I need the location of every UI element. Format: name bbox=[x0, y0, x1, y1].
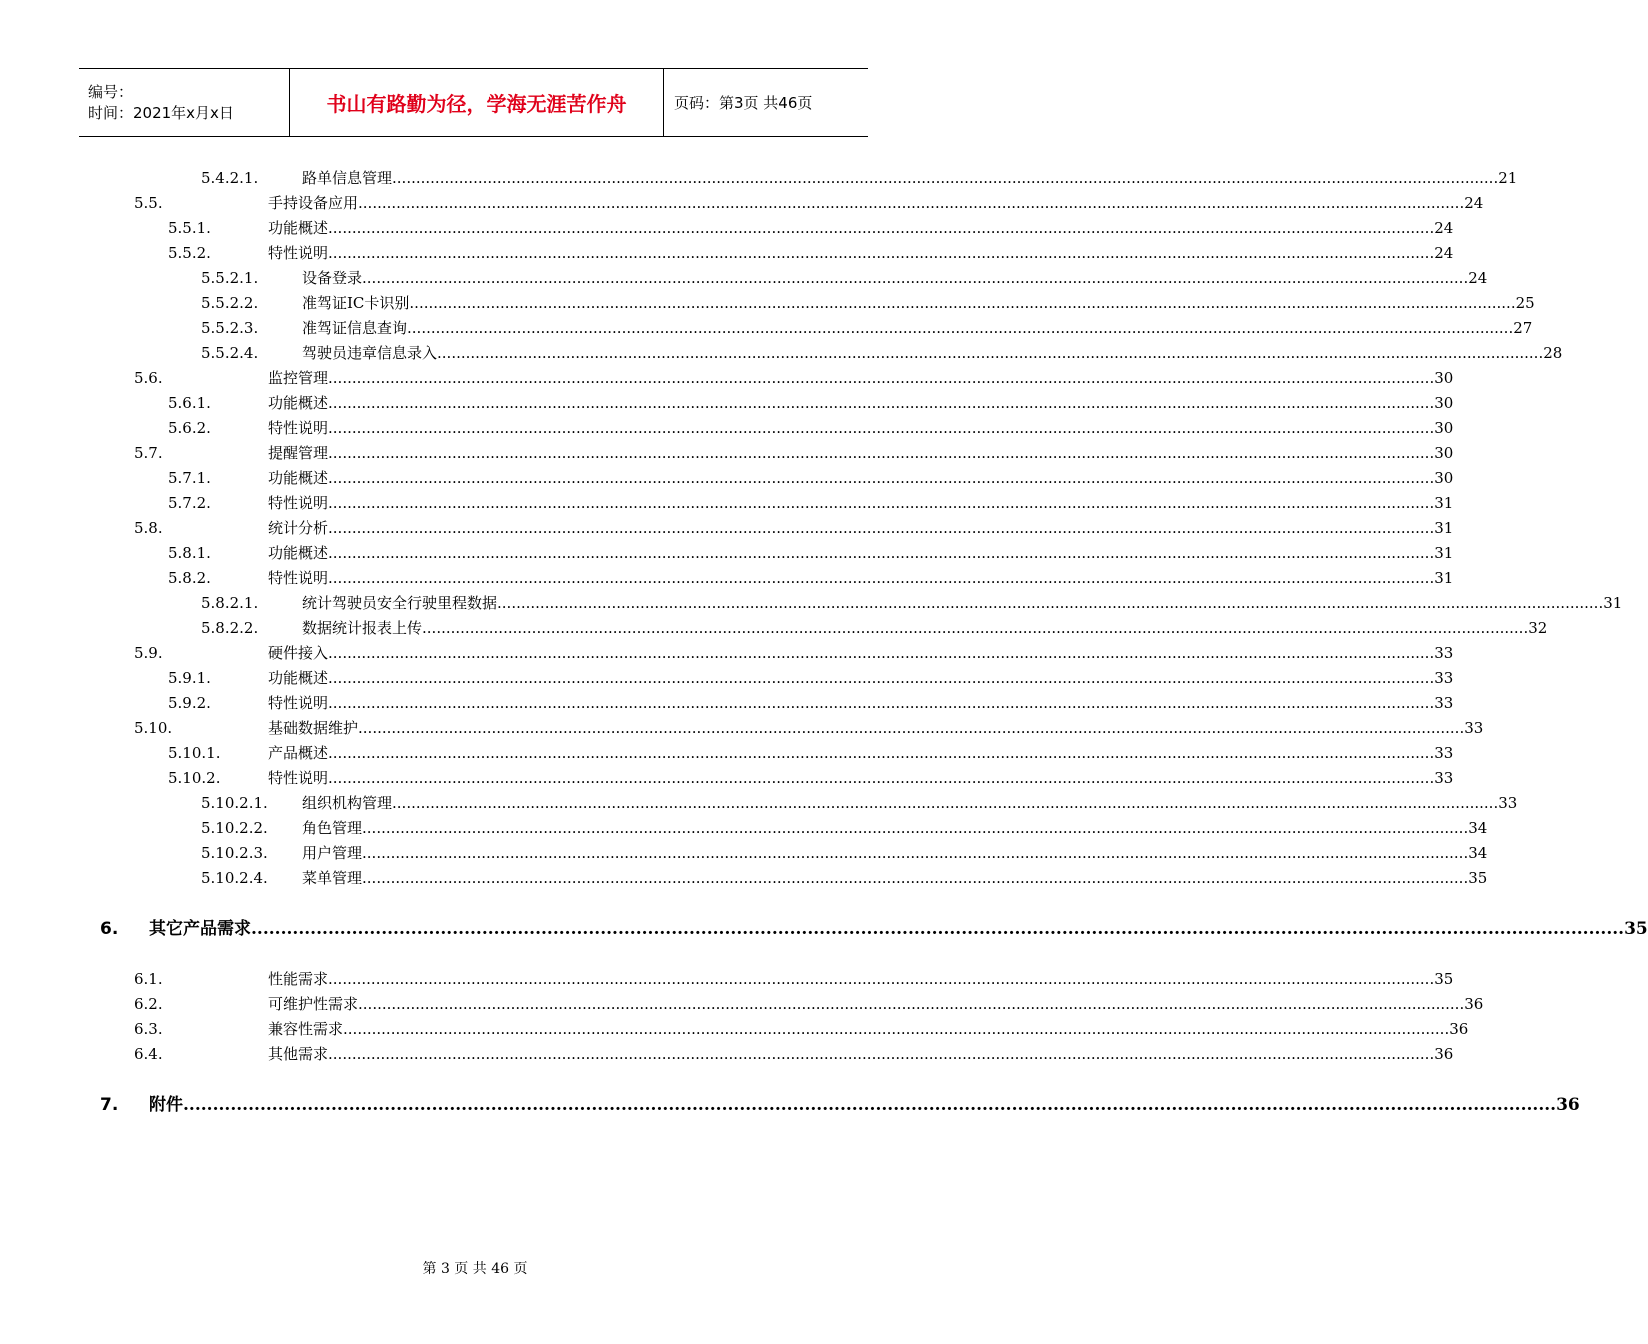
toc-entry-title: 特性说明 bbox=[268, 244, 329, 262]
toc-entry-page: 24 bbox=[1434, 219, 1454, 237]
toc-entry-number: 5.5.1. bbox=[168, 219, 211, 237]
toc-entry[interactable] bbox=[0, 716, 1484, 741]
toc-entry-number: 5.8. bbox=[134, 519, 163, 537]
toc-entry-title: 数据统计报表上传 bbox=[302, 619, 423, 637]
toc-entry-number: 5.9.1. bbox=[168, 669, 211, 687]
toc-dot-leader bbox=[328, 216, 1434, 241]
toc-entry-title: 基础数据维护 bbox=[268, 719, 359, 737]
toc-entry-number: 5.5. bbox=[134, 194, 163, 212]
toc-entry[interactable] bbox=[0, 191, 1484, 216]
toc-entry-page: 31 bbox=[1603, 594, 1623, 612]
toc-entry-title: 特性说明 bbox=[268, 769, 329, 787]
toc-dot-leader bbox=[422, 616, 1528, 641]
toc-entry-page: 34 bbox=[1468, 844, 1488, 862]
toc-entry-page: 35 bbox=[1434, 970, 1454, 988]
toc-entry[interactable] bbox=[0, 216, 1454, 241]
toc-entry-title: 硬件接入 bbox=[268, 644, 329, 662]
toc-entry-number: 5.6.2. bbox=[168, 419, 211, 437]
toc-entry-page: 31 bbox=[1434, 544, 1454, 562]
toc-entry-title: 性能需求 bbox=[268, 970, 329, 988]
toc-entry-page: 33 bbox=[1434, 769, 1454, 787]
toc-entry-number: 5.7. bbox=[134, 444, 163, 462]
toc-entry-page: 33 bbox=[1434, 644, 1454, 662]
toc-entry-page: 36 bbox=[1449, 1020, 1469, 1038]
toc-entry-number: 5.4.2.1. bbox=[201, 169, 259, 187]
header-page-info bbox=[664, 69, 812, 136]
toc-entry-title: 功能概述 bbox=[268, 544, 329, 562]
toc-dot-leader bbox=[362, 841, 1468, 866]
toc-entry-title: 设备登录 bbox=[302, 269, 363, 287]
toc-entry[interactable] bbox=[0, 866, 1488, 891]
toc-entry-title: 特性说明 bbox=[268, 694, 329, 712]
section-gap bbox=[0, 891, 950, 903]
toc-dot-leader bbox=[328, 516, 1434, 541]
toc-entry-title: 提醒管理 bbox=[268, 444, 329, 462]
toc-entry-page: 31 bbox=[1434, 494, 1454, 512]
toc-entry-page: 33 bbox=[1434, 694, 1454, 712]
toc-entry-number: 7. bbox=[100, 1095, 119, 1115]
toc-dot-leader bbox=[407, 316, 1513, 341]
toc-entry-page: 27 bbox=[1513, 319, 1533, 337]
toc-entry[interactable] bbox=[0, 416, 1454, 441]
header-motto-text: 书山有路勤为径，学海无涯苦作舟 bbox=[326, 92, 627, 116]
section-gap bbox=[0, 955, 950, 967]
toc-entry-title: 角色管理 bbox=[302, 819, 363, 837]
toc-dot-leader bbox=[328, 566, 1434, 591]
toc-entry-number: 5.6. bbox=[134, 369, 163, 387]
toc-entry-page: 36 bbox=[1556, 1095, 1580, 1115]
footer-page-number: 第 3 页 共 46 页 bbox=[422, 1261, 528, 1277]
toc-entry-number: 5.9. bbox=[134, 644, 163, 662]
toc-entry-page: 33 bbox=[1498, 794, 1518, 812]
toc-entry[interactable] bbox=[0, 791, 1518, 816]
toc-dot-leader bbox=[437, 341, 1543, 366]
toc-entry[interactable] bbox=[0, 641, 1454, 666]
header-date-label: 时间：2021年x月x日 bbox=[88, 103, 234, 122]
toc-entry-number: 5.8.2. bbox=[168, 569, 211, 587]
header-code-label: 编号： bbox=[88, 82, 134, 101]
toc-dot-leader bbox=[392, 791, 1498, 816]
toc-chapter-entry[interactable] bbox=[0, 903, 1648, 955]
toc-entry[interactable] bbox=[0, 566, 1454, 591]
toc-dot-leader bbox=[251, 903, 1624, 955]
toc-entry-page: 35 bbox=[1624, 919, 1648, 939]
toc-entry[interactable] bbox=[0, 1042, 1454, 1067]
toc-entry[interactable] bbox=[0, 967, 1454, 992]
header-meta bbox=[79, 69, 290, 136]
toc-entry[interactable] bbox=[0, 241, 1454, 266]
toc-entry-page: 30 bbox=[1434, 369, 1454, 387]
toc-entry-page: 24 bbox=[1468, 269, 1488, 287]
toc-entry-number: 5.9.2. bbox=[168, 694, 211, 712]
header-motto bbox=[290, 69, 664, 136]
toc-entry-title: 特性说明 bbox=[268, 419, 329, 437]
toc-entry-title: 功能概述 bbox=[268, 394, 329, 412]
toc-entry-number: 6.4. bbox=[134, 1045, 163, 1063]
toc-dot-leader bbox=[328, 441, 1434, 466]
toc-dot-leader bbox=[183, 1079, 1556, 1131]
section-gap bbox=[0, 1067, 950, 1079]
toc-entry-number: 5.8.1. bbox=[168, 544, 211, 562]
toc-dot-leader bbox=[328, 641, 1434, 666]
toc-dot-leader bbox=[328, 1042, 1434, 1067]
toc-entry-page: 21 bbox=[1498, 169, 1518, 187]
toc-entry-number: 5.7.1. bbox=[168, 469, 211, 487]
toc-entry-title: 组织机构管理 bbox=[302, 794, 393, 812]
toc-dot-leader bbox=[392, 166, 1498, 191]
toc-entry-page: 36 bbox=[1434, 1045, 1454, 1063]
toc-entry-title: 产品概述 bbox=[268, 744, 329, 762]
toc-entry-page: 24 bbox=[1434, 244, 1454, 262]
toc-entry[interactable] bbox=[0, 616, 1548, 641]
toc-entry-page: 32 bbox=[1528, 619, 1548, 637]
toc-entry-number: 6.2. bbox=[134, 995, 163, 1013]
toc-entry-page: 30 bbox=[1434, 394, 1454, 412]
toc-entry-number: 6.3. bbox=[134, 1020, 163, 1038]
toc-dot-leader bbox=[328, 241, 1434, 266]
toc-entry-number: 5.8.2.1. bbox=[201, 594, 259, 612]
toc-dot-leader bbox=[328, 666, 1434, 691]
toc-entry[interactable] bbox=[0, 516, 1454, 541]
toc-entry-title: 统计分析 bbox=[268, 519, 329, 537]
toc-entry[interactable] bbox=[0, 691, 1454, 716]
toc-dot-leader bbox=[328, 741, 1434, 766]
toc-entry-number: 5.10.2.3. bbox=[201, 844, 268, 862]
toc-entry-number: 5.5.2. bbox=[168, 244, 211, 262]
toc-entry-number: 5.5.2.2. bbox=[201, 294, 259, 312]
toc-entry[interactable] bbox=[0, 541, 1454, 566]
toc-chapter-entry[interactable] bbox=[0, 1079, 1580, 1131]
toc-entry-number: 5.10.2.4. bbox=[201, 869, 268, 887]
toc-dot-leader bbox=[328, 541, 1434, 566]
toc-entry-number: 5.7.2. bbox=[168, 494, 211, 512]
toc-dot-leader bbox=[362, 866, 1468, 891]
toc-entry-page: 31 bbox=[1434, 519, 1454, 537]
toc-entry-title: 准驾证IC卡识别 bbox=[302, 294, 410, 312]
toc-entry-page: 25 bbox=[1515, 294, 1535, 312]
table-of-contents bbox=[0, 166, 1648, 1131]
toc-entry-number: 5.10.2.2. bbox=[201, 819, 268, 837]
toc-entry-page: 33 bbox=[1434, 744, 1454, 762]
toc-entry-number: 6.1. bbox=[134, 970, 163, 988]
toc-entry-page: 31 bbox=[1434, 569, 1454, 587]
toc-dot-leader bbox=[328, 691, 1434, 716]
toc-entry-title: 功能概述 bbox=[268, 669, 329, 687]
toc-entry-title: 特性说明 bbox=[268, 569, 329, 587]
toc-entry[interactable] bbox=[0, 1017, 1469, 1042]
toc-entry-title: 用户管理 bbox=[302, 844, 363, 862]
header-page-info-text: 页码：第3页 共46页 bbox=[674, 94, 813, 112]
toc-entry[interactable] bbox=[0, 841, 1488, 866]
toc-entry[interactable] bbox=[0, 992, 1484, 1017]
toc-entry[interactable] bbox=[0, 166, 1518, 191]
toc-entry-page: 35 bbox=[1468, 869, 1488, 887]
toc-entry-title: 附件 bbox=[149, 1095, 183, 1115]
toc-entry[interactable] bbox=[0, 591, 1623, 616]
toc-entry[interactable] bbox=[0, 391, 1454, 416]
toc-dot-leader bbox=[328, 416, 1434, 441]
toc-entry-title: 统计驾驶员安全行驶里程数据 bbox=[302, 594, 498, 612]
toc-entry-title: 菜单管理 bbox=[302, 869, 363, 887]
toc-entry-title: 路单信息管理 bbox=[302, 169, 393, 187]
toc-entry-title: 功能概述 bbox=[268, 219, 329, 237]
toc-entry-page: 24 bbox=[1464, 194, 1484, 212]
toc-dot-leader bbox=[328, 366, 1434, 391]
toc-entry[interactable] bbox=[0, 766, 1454, 791]
toc-dot-leader bbox=[497, 591, 1603, 616]
toc-entry-number: 5.6.1. bbox=[168, 394, 211, 412]
toc-entry-number: 5.10.2. bbox=[168, 769, 221, 787]
toc-entry-page: 30 bbox=[1434, 419, 1454, 437]
toc-entry[interactable] bbox=[0, 666, 1454, 691]
toc-entry-number: 5.5.2.4. bbox=[201, 344, 259, 362]
toc-entry[interactable] bbox=[0, 741, 1454, 766]
toc-dot-leader bbox=[358, 191, 1464, 216]
toc-entry-page: 33 bbox=[1434, 669, 1454, 687]
toc-dot-leader bbox=[358, 992, 1464, 1017]
toc-entry-number: 6. bbox=[100, 919, 119, 939]
toc-entry-page: 33 bbox=[1464, 719, 1484, 737]
toc-entry[interactable] bbox=[0, 266, 1488, 291]
toc-entry-title: 特性说明 bbox=[268, 494, 329, 512]
toc-entry-title: 准驾证信息查询 bbox=[302, 319, 408, 337]
toc-entry-title: 监控管理 bbox=[268, 369, 329, 387]
toc-entry-title: 其他需求 bbox=[268, 1045, 329, 1063]
toc-entry-number: 5.10.1. bbox=[168, 744, 221, 762]
toc-entry-title: 兼容性需求 bbox=[268, 1020, 344, 1038]
page-header bbox=[79, 68, 868, 137]
toc-entry[interactable] bbox=[0, 816, 1488, 841]
toc-dot-leader bbox=[328, 466, 1434, 491]
toc-entry-title: 其它产品需求 bbox=[149, 919, 251, 939]
toc-entry-title: 功能概述 bbox=[268, 469, 329, 487]
toc-entry-number: 5.5.2.3. bbox=[201, 319, 259, 337]
toc-entry[interactable] bbox=[0, 316, 1533, 341]
toc-entry[interactable] bbox=[0, 491, 1454, 516]
toc-dot-leader bbox=[362, 266, 1468, 291]
toc-dot-leader bbox=[358, 716, 1464, 741]
toc-entry[interactable] bbox=[0, 291, 1535, 316]
toc-dot-leader bbox=[328, 491, 1434, 516]
toc-entry-title: 可维护性需求 bbox=[268, 995, 359, 1013]
toc-entry-title: 驾驶员违章信息录入 bbox=[302, 344, 438, 362]
toc-entry[interactable] bbox=[0, 341, 1563, 366]
toc-entry-page: 36 bbox=[1464, 995, 1484, 1013]
toc-entry-page: 28 bbox=[1543, 344, 1563, 362]
toc-entry[interactable] bbox=[0, 466, 1454, 491]
toc-entry-number: 5.10.2.1. bbox=[201, 794, 268, 812]
toc-dot-leader bbox=[328, 766, 1434, 791]
toc-entry-number: 5.8.2.2. bbox=[201, 619, 259, 637]
toc-entry-number: 5.5.2.1. bbox=[201, 269, 259, 287]
toc-dot-leader bbox=[409, 291, 1515, 316]
toc-entry-number: 5.10. bbox=[134, 719, 173, 737]
toc-entry[interactable] bbox=[0, 441, 1454, 466]
toc-dot-leader bbox=[362, 816, 1468, 841]
toc-dot-leader bbox=[328, 391, 1434, 416]
toc-entry-title: 手持设备应用 bbox=[268, 194, 359, 212]
toc-dot-leader bbox=[343, 1017, 1449, 1042]
toc-dot-leader bbox=[328, 967, 1434, 992]
toc-entry-page: 30 bbox=[1434, 444, 1454, 462]
page-footer bbox=[0, 1258, 950, 1278]
toc-entry-page: 34 bbox=[1468, 819, 1488, 837]
toc-entry-page: 30 bbox=[1434, 469, 1454, 487]
toc-entry[interactable] bbox=[0, 366, 1454, 391]
